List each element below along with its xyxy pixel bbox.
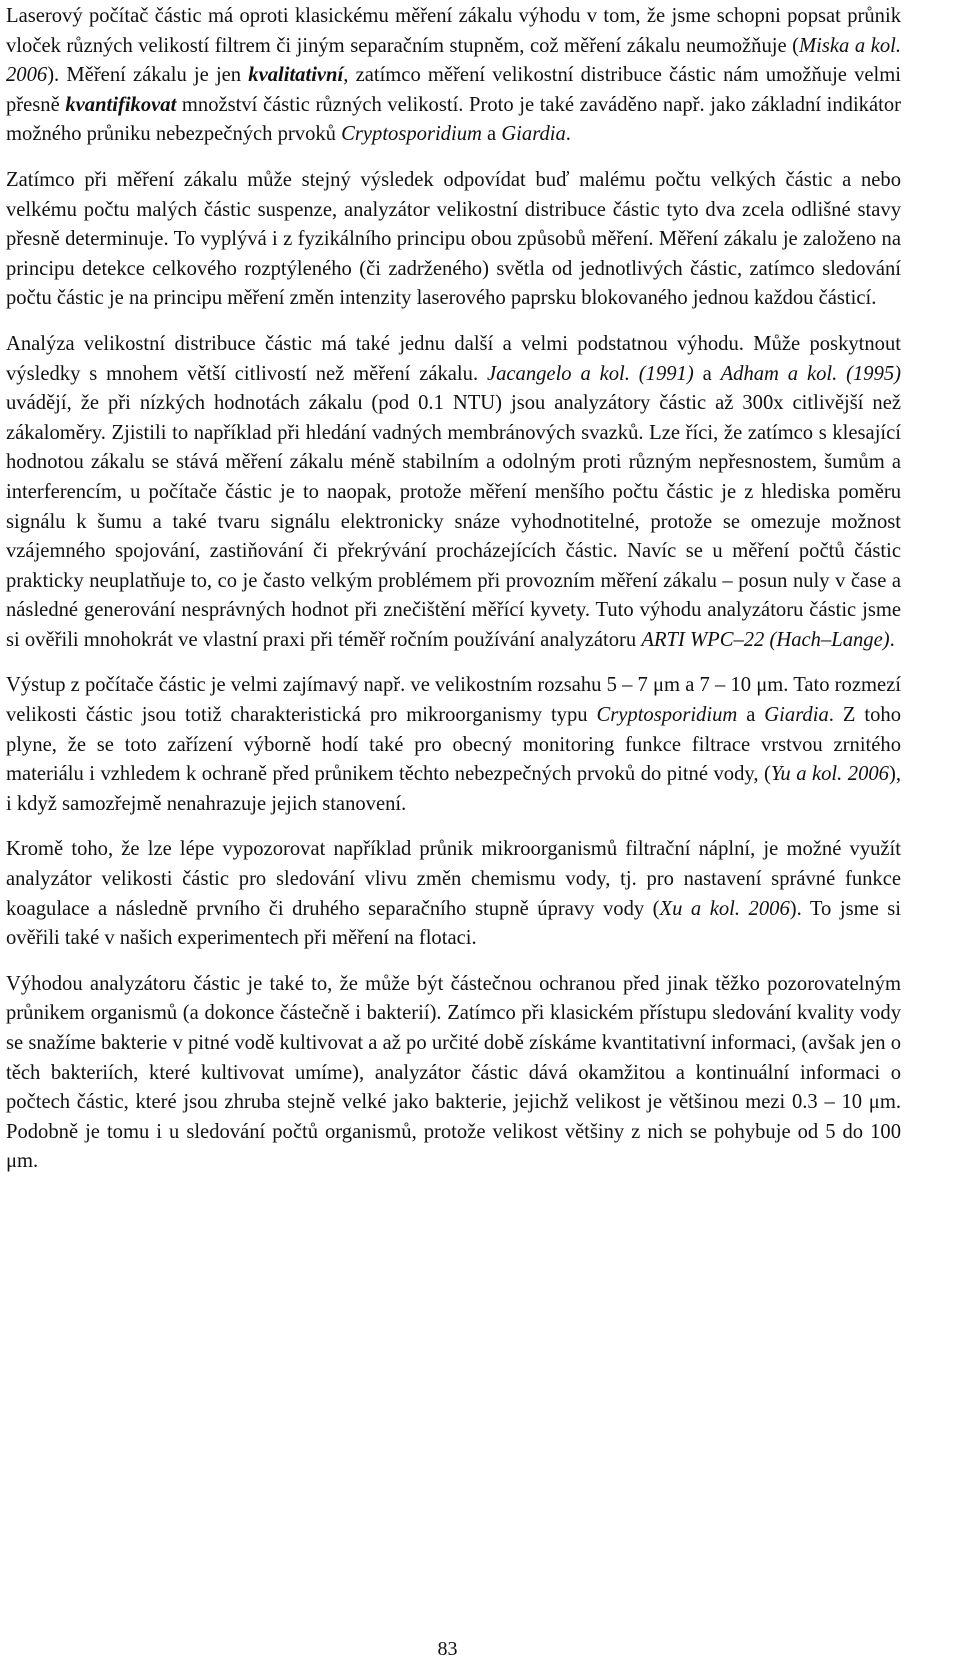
text-segment: Analýza velikostní distribuce částic má také jednu další a velmi podstatnou výhodu. Může poskytnout výsledky s mnohem větší citlivostí než měření zákalu. bbox=[6, 332, 901, 385]
text-segment: a bbox=[481, 123, 502, 146]
text-segment: ). Měření zákalu je jen bbox=[47, 64, 249, 87]
text-segment: . bbox=[565, 123, 571, 146]
document-page bbox=[6, 2, 901, 1193]
text-segment: Laserový počítač částic má oproti klasickému měření zákalu výhodu v tom, že jsme schopni popsat průnik vloček různých velikostí filtrem či jiným separačním stupněm, což měření zákalu neumožňuje ( bbox=[6, 5, 901, 57]
text-segment: Jacangelo a kol. (1991) bbox=[486, 362, 694, 385]
text-segment: ), i když samozřejmě nenahrazuje jejich stanovení. bbox=[6, 763, 901, 815]
text-segment: Giardia bbox=[764, 704, 829, 727]
text-segment: . bbox=[889, 628, 895, 651]
text-segment: a bbox=[737, 704, 765, 727]
text-segment: , zatímco měření velikostní distribuce částic nám umožňuje velmi přesně bbox=[6, 64, 901, 116]
paragraph-1 bbox=[6, 2, 901, 150]
text-segment: Giardia bbox=[501, 123, 566, 146]
text-segment: Adham a kol. (1995) bbox=[720, 362, 902, 385]
text-segment: Výhodou analyzátoru částic je také to, že může být částečnou ochranou před jinak těžko pozorovatelným průnikem organismů (a dokonce částečně i bakterií). Zatímco při klasickém přístupu sledování kvality vody se snažíme bakterie v pitné vodě kultivovat a až po určité době získáme kvantitativní informaci, (avšak jen o těch bakteriích, které kultivovat umíme), analyzátor částic dává okamžitou a kontinuální informaci o počtech částic, které jsou zhruba stejně velké jako bakterie, jejichž velikost je většinou mezi 0.3 – 10 μm. Podobně je tomu i u sledování počtů organismů, protože velikost většiny z nich se pohybuje od 5 do 100 μm. bbox=[6, 972, 901, 1173]
text-segment: množství částic různých velikostí. Proto je také zaváděno např. jako základní indikátor možného průniku nebezpečných prvoků bbox=[6, 93, 901, 146]
text-segment: Miska a kol. 2006 bbox=[6, 34, 901, 87]
text-segment: . Z toho plyne, že se toto zařízení výborně hodí také pro obecný monitoring funkce filtrace vrstvou zrnitého materiálu i vzhledem k ochraně před průnikem těchto nebezpečných prvoků do pitné vody, ( bbox=[6, 704, 902, 786]
text-segment: ). To jsme si ověřili také v našich experimentech při měření na flotaci. bbox=[6, 897, 901, 950]
text-segment: Cryptosporidium bbox=[341, 123, 482, 146]
paragraph-4 bbox=[6, 671, 901, 819]
text-segment: Yu a kol. 2006 bbox=[770, 763, 889, 786]
page-number: 83 bbox=[437, 1638, 458, 1660]
text-segment: Kromě toho, že lze lépe vypozorovat například průnik mikroorganismů filtrační náplní, je možné využít analyzátor velikosti částic pro sledování vlivu změn chemismu vody, tj. pro nastavení správné funkce koagulace a následně prvního či druhého separačního stupně úpravy vody ( bbox=[6, 838, 901, 920]
text-segment: Výstup z počítače částic je velmi zajímavý např. ve velikostním rozsahu 5 – 7 μm a 7 – 10 μm. Tato rozmezí velikosti částic jsou totiž charakteristická pro mikroorganismy typu bbox=[6, 674, 901, 727]
paragraph-3 bbox=[6, 330, 901, 656]
text-segment: Xu a kol. 2006 bbox=[659, 897, 790, 920]
text-segment: a bbox=[693, 362, 721, 385]
text-segment: kvantifikovat bbox=[65, 93, 177, 116]
text-segment: Cryptosporidium bbox=[596, 704, 738, 727]
text-segment: uvádějí, že při nízkých hodnotách zákalu (pod 0.1 NTU) jsou analyzátory částic až 300x citlivější než zákaloměry. Zjistili to například při hledání vadných membránových svazků. Lze říci, že zatímco s klesající hodnotou zákalu se stává měření zákalu méně stabilním a odolným proti různým nepřesnostem, šumům a interferencím, u počítače částic je to naopak, protože měření menšího počtu částic je z hlediska poměru signálu k šumu a také tvaru signálu elektronicky snáze vyhodnotitelné, protože se omezuje možnost vzájemného spojování, zastiňování či překrývání procházejících částic. Navíc se u měření počtů částic prakticky neuplatňuje to, co je často velkým problémem při provozním měření zákalu – posun nuly v čase a následné generování nesprávných hodnot při znečištění měřící kyvety. Tuto výhodu analyzátoru částic jsme si ověřili mnohokrát ve vlastní praxi při téměř ročním používání analyzátoru bbox=[6, 392, 901, 651]
paragraph-5 bbox=[6, 835, 901, 953]
text-segment: Zatímco při měření zákalu může stejný výsledek odpovídat buď malému počtu velkých částic a nebo velkému počtu malých částic suspenze, analyzátor velikostní distribuce částic tyto dva zcela odlišné stavy přesně determinuje. To vyplývá i z fyzikálního principu obou způsobů měření. Měření zákalu je založeno na principu detekce celkového rozptýleného (či zadrženého) světla od jednotlivých částic, zatímco sledování počtu částic je na principu měření změn intenzity laserového paprsku blokovaného jednou každou částicí. bbox=[6, 168, 901, 310]
text-segment: kvalitativní bbox=[248, 64, 344, 87]
text-segment: ARTI WPC–22 (Hach–Lange) bbox=[641, 628, 890, 651]
paragraph-2 bbox=[6, 166, 901, 314]
paragraph-6 bbox=[6, 970, 901, 1177]
